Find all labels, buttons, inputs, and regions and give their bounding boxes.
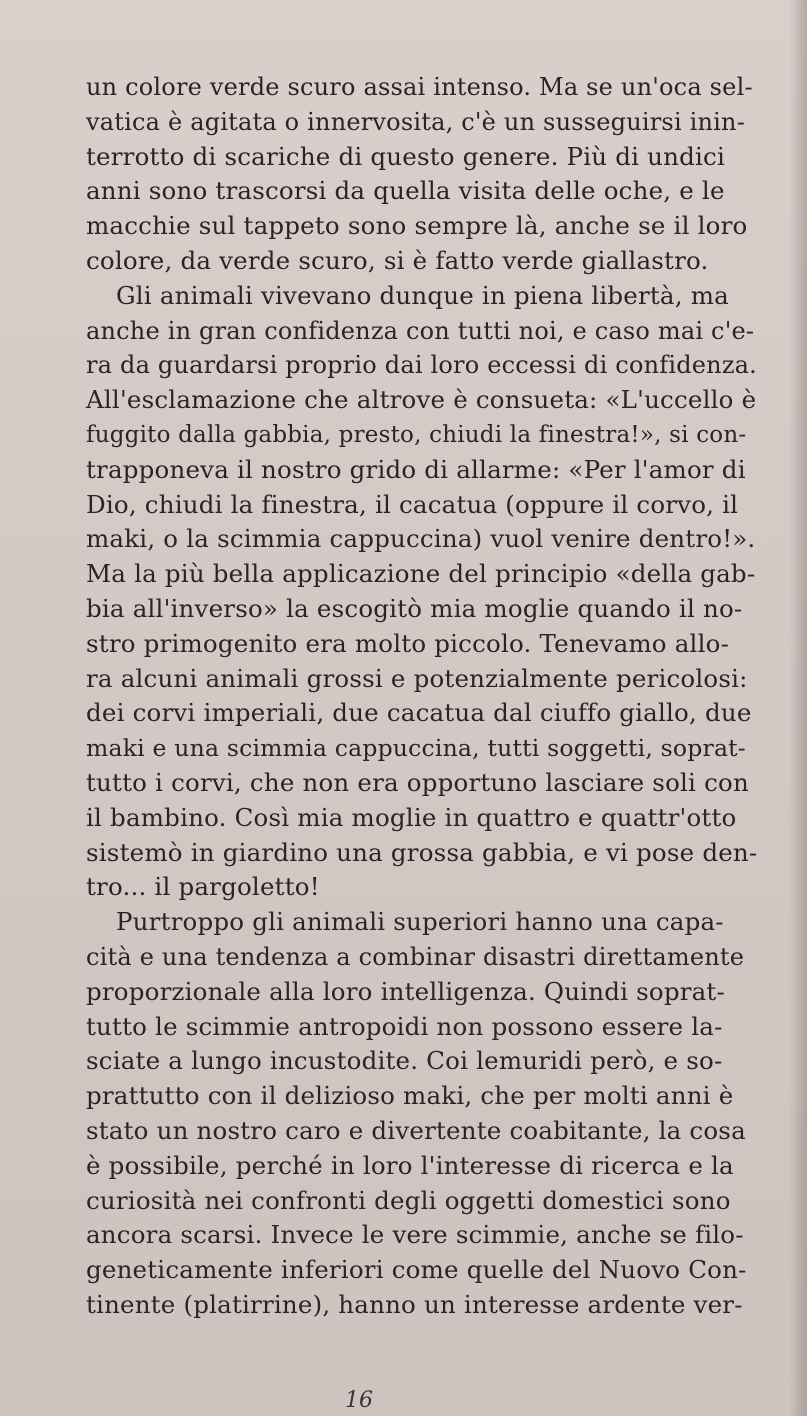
text-line: tro... il pargoletto! <box>86 872 320 902</box>
text-line: bia all'inverso» la escogitò mia moglie quando il no- <box>86 593 743 623</box>
text-line: macchie sul tappeto sono sempre là, anche se il loro <box>86 211 748 241</box>
text-line: terrotto di scariche di questo genere. Più di undici <box>86 141 725 171</box>
text-line: ancora scarsi. Invece le vere scimmie, anche se filo- <box>86 1220 744 1250</box>
text-line: prattutto con il delizioso maki, che per molti anni è <box>86 1081 734 1111</box>
text-line: dei corvi imperiali, due cacatua dal ciuffo giallo, due <box>86 698 752 728</box>
text-line: tutto le scimmie antropoidi non possono essere la- <box>86 1011 723 1041</box>
text-line: Ma la più bella applicazione del principio «della gab- <box>86 559 756 589</box>
text-line: vatica è agitata o innervosita, c'è un susseguirsi inin- <box>86 107 746 136</box>
text-line: Dio, chiudi la finestra, il cacatua (oppure il corvo, il <box>86 489 739 519</box>
text-line: è possibile, perché in loro l'interesse di ricerca e la <box>86 1150 734 1180</box>
text-line: ra alcuni animali grossi e potenzialmente pericolosi: <box>86 663 748 693</box>
text-line: Purtroppo gli animali superiori hanno una capa- <box>116 907 724 937</box>
text-line: proporzionale alla loro intelligenza. Quindi soprat- <box>86 976 725 1006</box>
text-line: stato un nostro caro e divertente coabitante, la cosa <box>86 1115 746 1145</box>
text-line: sciate a lungo incustodite. Coi lemuridi però, e so- <box>86 1046 723 1076</box>
text-line: anche in gran confidenza con tutti noi, e caso mai c'e- <box>86 316 755 345</box>
text-line: curiosità nei confronti degli oggetti domestici sono <box>86 1185 731 1215</box>
page-edge-shadow <box>789 0 807 1416</box>
text-line: tinente (platirrine), hanno un interesse ardente ver- <box>86 1289 743 1319</box>
text-line: fuggito dalla gabbia, presto, chiudi la finestra!», si con- <box>86 421 747 448</box>
text-line: trapponeva il nostro grido di allarme: «Per l'amor di <box>86 454 746 484</box>
text-line: Gli animali vivevano dunque in piena libertà, ma <box>116 280 729 310</box>
text-line: colore, da verde scuro, si è fatto verde giallastro. <box>86 245 709 275</box>
paragraph-3 <box>86 905 757 1323</box>
page-number: 16 <box>345 1388 373 1413</box>
text-line: sistemò in giardino una grossa gabbia, e vi pose den- <box>86 837 758 867</box>
text-line: anni sono trascorsi da quella visita delle oche, e le <box>86 176 725 206</box>
text-line: ra da guardarsi proprio dai loro eccessi di confidenza. <box>86 351 758 380</box>
paragraph-1 <box>86 70 757 279</box>
text-line: cità e una tendenza a combinar disastri direttamente <box>86 942 745 971</box>
text-line: un colore verde scuro assai intenso. Ma se un'oca sel- <box>86 73 753 101</box>
text-line: All'esclamazione che altrove è consueta: «L'uccello è <box>86 385 757 415</box>
text-line: maki e una scimmia cappuccina, tutti soggetti, soprat- <box>86 734 746 763</box>
text-line: il bambino. Così mia moglie in quattro e quattr'otto <box>86 802 737 832</box>
text-line: maki, o la scimmia cappuccina) vuol venire dentro!». <box>86 524 756 554</box>
text-line: geneticamente inferiori come quelle del Nuovo Con- <box>86 1255 747 1285</box>
text-line: stro primogenito era molto piccolo. Tenevamo allo- <box>86 628 730 658</box>
text-line: tutto i corvi, che non era opportuno lasciare soli con <box>86 767 749 797</box>
paragraph-2 <box>86 279 757 905</box>
